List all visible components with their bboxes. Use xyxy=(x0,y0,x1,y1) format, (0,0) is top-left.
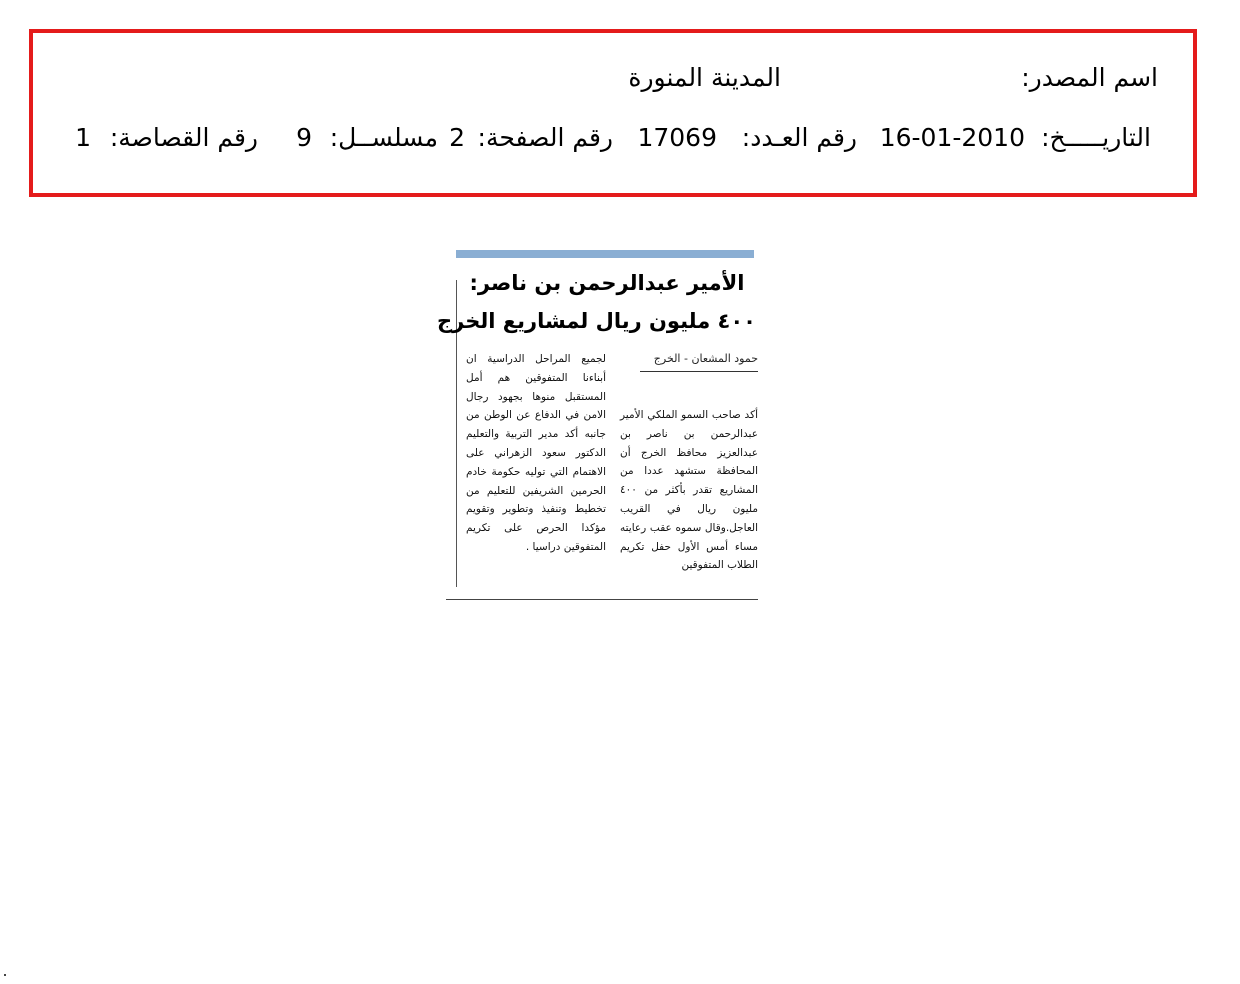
serial-label: مسلســل: xyxy=(329,123,438,152)
article-column-left: لجميع المراحل الدراسية ان أبناءنا المتفوقين هم أمل المستقبل منوها بجهود رجال الامن في الدفاع عن الوطن من جانبه أكد مدير التربية والتعليم الدكتور سعود الزهراني على الاهتمام التي توليه حكومة خادم الحرمين الشريفين للتعليم من تخطيط وتنفيذ وتطوير وتقويم مؤكدا الحرص على تكريم المتفوقين دراسيا . xyxy=(466,353,606,553)
issue-value: 17069 xyxy=(637,123,717,152)
byline: حمود المشعان - الخرج xyxy=(640,352,758,372)
headline-line-1: الأمير عبدالرحمن بن ناصر: xyxy=(469,271,745,295)
serial-value: 9 xyxy=(296,123,312,152)
date-value: 16-01-2010 xyxy=(879,123,1025,152)
headline xyxy=(437,264,756,340)
article-column-right: أكد صاحب السمو الملكي الأمير عبدالرحمن بن ناصر بن عبدالعزيز محافظ الخرج أن المحافظة ستشهد عددا من المشاريع تقدر بأكثر من ٤٠٠ مليون ريال في القريب العاجل.وقال سموه عقب رعايته مساء أمس الأول حفل تكريم الطلاب المتفوقين xyxy=(620,409,758,572)
scan-artifact xyxy=(4,974,6,976)
accent-bar xyxy=(456,250,754,258)
page-label: رقم الصفحة: xyxy=(477,123,613,152)
date-label: التاريـــــخ: xyxy=(1041,123,1151,152)
source-value: المدينة المنورة xyxy=(628,63,781,92)
issue-label: رقم العـدد: xyxy=(741,123,857,152)
clip-value: 1 xyxy=(75,123,91,152)
page-value: 2 xyxy=(449,123,465,152)
metadata-box xyxy=(29,29,1197,197)
clip-bottom-rule xyxy=(446,599,758,600)
source-label: اسم المصدر: xyxy=(1021,63,1158,92)
headline-line-2: ٤٠٠ مليون ريال لمشاريع الخرج xyxy=(437,309,756,333)
clip-label: رقم القصاصة: xyxy=(109,123,258,152)
newspaper-clipping xyxy=(437,250,758,602)
